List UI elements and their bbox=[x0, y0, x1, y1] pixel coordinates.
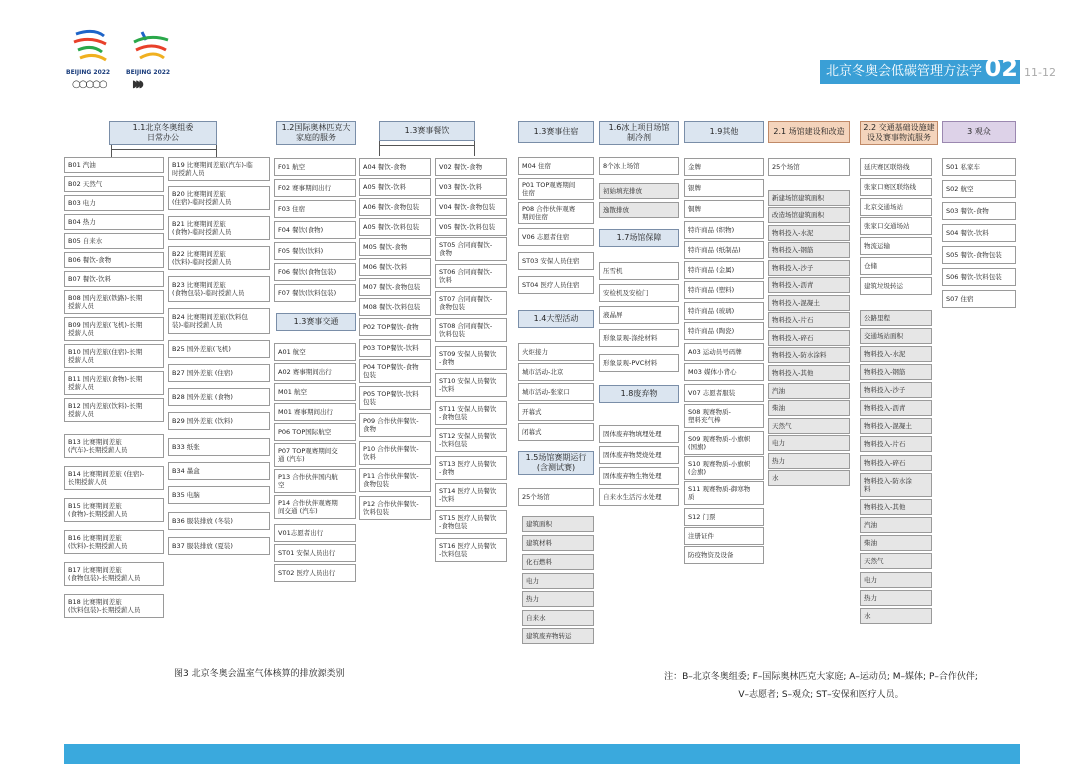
subheader-1-5: 1.5场馆赛期运行 (含测试赛) bbox=[518, 451, 594, 475]
list-item: S01 私家车 bbox=[942, 158, 1016, 176]
list-item: F06 餐饮(食物包装) bbox=[274, 263, 356, 281]
list-item: B29 国外差旅 (饮料) bbox=[168, 412, 270, 430]
list-item: ST15 医疗人员餐饮 -食物包装 bbox=[435, 510, 507, 534]
list-item: B21 比赛期间差旅 (食物)-临时授薪人员 bbox=[168, 216, 270, 240]
subheader-1-8: 1.8废弃物 bbox=[599, 385, 679, 403]
list-item: S05 餐饮-食物包装 bbox=[942, 246, 1016, 264]
note-line: V–志愿者; S–观众; ST–安保和医疗人员。 bbox=[738, 690, 904, 700]
list-item: A03 运动员号码牌 bbox=[684, 343, 764, 361]
list-item: 铜牌 bbox=[684, 200, 764, 218]
list-item: P08 合作伙伴观赛 期间住宿 bbox=[518, 202, 594, 224]
list-item: B08 国内差旅(铁路)-长期 授薪人员 bbox=[64, 290, 164, 314]
list-item: B13 比赛期间差旅 (汽车)-长期授薪人员 bbox=[64, 434, 164, 458]
list-item: ST12 安保人员餐饮 -饮料包装 bbox=[435, 428, 507, 452]
list-item: P13 合作伙伴国内航 空 bbox=[274, 469, 356, 493]
header-1-6: 1.6冰上项目场馆 制冷剂 bbox=[599, 121, 679, 145]
list-item: P09 合作伙伴餐饮- 食物 bbox=[359, 413, 431, 437]
list-item: 热力 bbox=[522, 591, 594, 607]
list-item: 特许商品 (纸制品) bbox=[684, 241, 764, 259]
list-item: 自来水生活污水处理 bbox=[599, 488, 679, 506]
list-item: M07 餐饮-食物包装 bbox=[359, 278, 431, 296]
list-item: 水 bbox=[768, 470, 850, 486]
paralympic-logo bbox=[126, 28, 176, 90]
list-item: B23 比赛期间差旅 (食物包装)-临时授薪人员 bbox=[168, 276, 270, 302]
header-1-2: 1.2国际奥林匹克大 家庭的服务 bbox=[276, 121, 356, 145]
section-header-bar bbox=[820, 54, 1020, 84]
list-item: 建筑面积 bbox=[522, 516, 594, 532]
list-item: ST04 医疗人员住宿 bbox=[518, 276, 594, 294]
list-item: M06 餐饮-饮料 bbox=[359, 258, 431, 276]
list-item: B25 国外差旅(飞机) bbox=[168, 340, 270, 358]
list-item: S07 住宿 bbox=[942, 290, 1016, 308]
list-item: B05 自来水 bbox=[64, 233, 164, 249]
list-item: M01 赛事期间出行 bbox=[274, 403, 356, 421]
paralympic-emblem-icon bbox=[126, 28, 176, 64]
list-item: 张家口赛区联络线 bbox=[860, 178, 932, 196]
header-1-3-catering: 1.3赛事餐饮 bbox=[379, 121, 475, 141]
list-item: 火炬接力 bbox=[518, 343, 594, 361]
list-item: B24 比赛期间差旅(饮料包 装)-临时授薪人员 bbox=[168, 308, 270, 334]
list-item: ST01 安保人员出行 bbox=[274, 544, 356, 562]
list-item: 开幕式 bbox=[518, 403, 594, 421]
list-item: S02 航空 bbox=[942, 180, 1016, 198]
connector-line bbox=[216, 149, 217, 157]
list-item: M01 航空 bbox=[274, 383, 356, 401]
list-item: 化石燃料 bbox=[522, 554, 594, 570]
list-item: 物料投入-其他 bbox=[768, 365, 850, 381]
list-item: 物料投入-碎石 bbox=[860, 455, 932, 471]
list-item: 物料投入-沙子 bbox=[768, 260, 850, 276]
list-item: 热力 bbox=[768, 453, 850, 469]
list-item: V04 餐饮-食物包装 bbox=[435, 198, 507, 216]
list-item: F03 住宿 bbox=[274, 200, 356, 218]
list-item: 物料投入-混凝土 bbox=[860, 418, 932, 434]
list-item: B20 比赛期间差旅 (住宿)-临时授薪人员 bbox=[168, 186, 270, 210]
list-item: 特许商品 (玻璃) bbox=[684, 302, 764, 320]
list-item: 固体废弃物生物处理 bbox=[599, 467, 679, 485]
olympic-emblem-icon bbox=[66, 28, 116, 64]
list-item: S04 餐饮-饮料 bbox=[942, 224, 1016, 242]
list-item: A05 餐饮-饮料包装 bbox=[359, 218, 431, 236]
list-item: P06 TOP国际航空 bbox=[274, 423, 356, 441]
header-1-9: 1.9其他 bbox=[684, 121, 764, 143]
list-item: 物料投入-钢筋 bbox=[768, 242, 850, 258]
list-item: B02 天然气 bbox=[64, 176, 164, 192]
list-item: ST07 合同商餐饮- 食物包装 bbox=[435, 291, 507, 315]
header-2-2: 2.2 交通基础设施建 设及赛事物流服务 bbox=[860, 121, 938, 145]
list-item: F05 餐饮(饮料) bbox=[274, 242, 356, 260]
list-item: 闭幕式 bbox=[518, 423, 594, 441]
list-item: 物料投入-防水涂料 bbox=[768, 347, 850, 363]
list-item: F04 餐饮(食物) bbox=[274, 221, 356, 239]
list-item: 仓储 bbox=[860, 257, 932, 275]
list-item: 汽油 bbox=[860, 517, 932, 533]
list-item: 物料投入-钢筋 bbox=[860, 364, 932, 380]
list-item: P10 合作伙伴餐饮- 饮料 bbox=[359, 441, 431, 465]
list-item: 银牌 bbox=[684, 179, 764, 197]
list-item: 建筑垃圾转运 bbox=[860, 277, 932, 295]
list-item: 汽油 bbox=[768, 383, 850, 399]
list-item: V02 餐饮-食物 bbox=[435, 158, 507, 176]
note-line: 注：B–北京冬奥组委; F–国际奥林匹克大家庭; A–运动员; M–媒体; P–合作伙伴; bbox=[664, 672, 978, 682]
list-item: A01 航空 bbox=[274, 343, 356, 361]
list-item: B06 餐饮-食物 bbox=[64, 252, 164, 268]
list-item: B18 比赛期间差旅 (饮料包装)-长期授薪人员 bbox=[64, 594, 164, 618]
list-item: 形象景观-涤纶材料 bbox=[599, 329, 679, 347]
list-item: 物料投入-沥青 bbox=[860, 400, 932, 416]
list-item: V06 志愿者住宿 bbox=[518, 228, 594, 246]
list-item: S03 餐饮-食物 bbox=[942, 202, 1016, 220]
list-item: 天然气 bbox=[860, 553, 932, 569]
list-item: 自来水 bbox=[522, 610, 594, 626]
list-item: 特许商品 (陶瓷) bbox=[684, 322, 764, 340]
list-item: 物料投入-片石 bbox=[860, 436, 932, 452]
list-item: ST10 安保人员餐饮 -饮料 bbox=[435, 373, 507, 397]
subheader-1-4: 1.4大型活动 bbox=[518, 310, 594, 328]
list-item: A02 赛事期间出行 bbox=[274, 363, 356, 381]
list-item: 固体废弃物焚烧处理 bbox=[599, 446, 679, 464]
list-item: 物料投入-水泥 bbox=[860, 346, 932, 362]
section-number: 02 bbox=[984, 54, 1018, 82]
list-item: B16 比赛期间差旅 (饮料)-长期授薪人员 bbox=[64, 530, 164, 554]
list-item: B36 服装排放 (冬装) bbox=[168, 512, 270, 530]
list-item: B27 国外差旅 (住宿) bbox=[168, 364, 270, 382]
list-item: P03 TOP餐饮-饮料 bbox=[359, 339, 431, 357]
list-item: V03 餐饮-饮料 bbox=[435, 178, 507, 196]
page-numbers: 11-12 bbox=[1024, 66, 1056, 79]
list-item: 交通场站面积 bbox=[860, 328, 932, 344]
list-item: 液晶屏 bbox=[599, 306, 679, 324]
list-item: 水 bbox=[860, 608, 932, 624]
list-item: B37 服装排放 (夏装) bbox=[168, 537, 270, 555]
list-item: ST05 合同商餐饮- 食物 bbox=[435, 237, 507, 261]
list-item: M03 媒体小背心 bbox=[684, 363, 764, 381]
list-item: B17 比赛期间差旅 (食物包装)-长期授薪人员 bbox=[64, 562, 164, 586]
connector-line bbox=[379, 145, 474, 146]
list-item: A05 餐饮-饮料 bbox=[359, 178, 431, 196]
list-item: B11 国内差旅(食物)-长期 授薪人员 bbox=[64, 371, 164, 395]
list-item: M08 餐饮-饮料包装 bbox=[359, 298, 431, 316]
list-item: B35 电脑 bbox=[168, 486, 270, 504]
list-item: 公路里程 bbox=[860, 310, 932, 326]
list-item: P07 TOP观赛期间交 通 (汽车) bbox=[274, 443, 356, 467]
list-item: S10 观赛物质-小旗帜 (会旗) bbox=[684, 456, 764, 480]
list-item: P05 TOP餐饮-饮料 包装 bbox=[359, 386, 431, 410]
list-item: 物流运输 bbox=[860, 237, 932, 255]
list-item: 电力 bbox=[768, 435, 850, 451]
list-item: 柴油 bbox=[768, 400, 850, 416]
list-item: 北京交通场站 bbox=[860, 198, 932, 216]
list-item: V01志愿者出行 bbox=[274, 524, 356, 542]
list-item: 城市活动-张家口 bbox=[518, 383, 594, 401]
connector-line bbox=[111, 149, 112, 157]
list-item: B22 比赛期间差旅 (饮料)-临时授薪人员 bbox=[168, 246, 270, 270]
list-item: P04 TOP餐饮-食物 包装 bbox=[359, 359, 431, 383]
list-item: 城市活动-北京 bbox=[518, 363, 594, 381]
list-item: A04 餐饮-食物 bbox=[359, 158, 431, 176]
list-item: 改造场馆建筑面积 bbox=[768, 207, 850, 223]
list-item: 固体废弃物填埋处理 bbox=[599, 425, 679, 443]
subheader-1-7: 1.7场馆保障 bbox=[599, 229, 679, 247]
list-item: ST09 安保人员餐饮 -食物 bbox=[435, 346, 507, 370]
list-item: 延庆赛区联络线 bbox=[860, 158, 932, 176]
header-2-1: 2.1 场馆建设和改造 bbox=[768, 121, 850, 143]
list-item: 特许商品 (金属) bbox=[684, 261, 764, 279]
list-item: B15 比赛期间差旅 (食物)-长期授薪人员 bbox=[64, 498, 164, 522]
list-item: 新建场馆建筑面积 bbox=[768, 190, 850, 206]
connector-line bbox=[111, 149, 216, 150]
list-item: 安检机及安检门 bbox=[599, 284, 679, 302]
subheader-1-3-transport: 1.3赛事交通 bbox=[276, 313, 356, 331]
list-item: P14 合作伙伴观赛期 间交通 (汽车) bbox=[274, 495, 356, 519]
header-1-3-lodging: 1.3赛事住宿 bbox=[518, 121, 594, 143]
list-item: 压雪机 bbox=[599, 262, 679, 280]
list-item: 物料投入-混凝土 bbox=[768, 295, 850, 311]
list-item: 建筑废弃物转运 bbox=[522, 628, 594, 644]
list-item: F07 餐饮(饮料包装) bbox=[274, 284, 356, 302]
list-item: B04 热力 bbox=[64, 214, 164, 230]
list-item: V07 志愿者服装 bbox=[684, 384, 764, 402]
list-item: M05 餐饮-食物 bbox=[359, 238, 431, 256]
list-item: B14 比赛期间差旅 (住宿)- 长期授薪人员 bbox=[64, 466, 164, 490]
list-item: P02 TOP餐饮-食物 bbox=[359, 318, 431, 336]
list-item: 天然气 bbox=[768, 418, 850, 434]
list-item: M04 住宿 bbox=[518, 157, 594, 175]
header-3: 3 观众 bbox=[942, 121, 1016, 143]
list-item: 特许商品 (塑料) bbox=[684, 281, 764, 299]
list-item: 8个冰上场馆 bbox=[599, 157, 679, 175]
header-title: 北京冬奥会低碳管理方法学 bbox=[826, 64, 983, 79]
agitos-icon: ◗◗◗ bbox=[132, 79, 142, 90]
list-item: B19 比赛期间差旅(汽车)-临 时授薪人员 bbox=[168, 157, 270, 181]
list-item: S09 观赛物质-小旗帜 (国旗) bbox=[684, 431, 764, 455]
list-item: 防疫物资及设备 bbox=[684, 546, 764, 564]
list-item: P01 TOP观赛期间 住宿 bbox=[518, 178, 594, 200]
logo-caption: BEIJING 2022 bbox=[66, 69, 111, 76]
list-item: B09 国内差旅(飞机)-长期 授薪人员 bbox=[64, 317, 164, 341]
list-item: B03 电力 bbox=[64, 195, 164, 211]
list-item: S12 门票 bbox=[684, 508, 764, 526]
list-item: F02 赛事期间出行 bbox=[274, 179, 356, 197]
list-item: 注册证件 bbox=[684, 527, 764, 545]
list-item: 电力 bbox=[522, 573, 594, 589]
list-item: ST08 合同商餐饮- 饮料包装 bbox=[435, 318, 507, 342]
list-item: 25个场馆 bbox=[518, 488, 594, 506]
list-item: 张家口交通场站 bbox=[860, 217, 932, 235]
olympic-logo bbox=[66, 28, 116, 90]
list-item: 柴油 bbox=[860, 535, 932, 551]
list-item: 物料投入-水泥 bbox=[768, 225, 850, 241]
list-item: ST14 医疗人员餐饮 -饮料 bbox=[435, 483, 507, 507]
list-item: ST03 安保人员住宿 bbox=[518, 252, 594, 270]
list-item: 金牌 bbox=[684, 158, 764, 176]
olympic-rings-icon: ○○○○○ bbox=[72, 79, 106, 90]
list-item: 热力 bbox=[860, 590, 932, 606]
list-item: ST13 医疗人员餐饮 -食物 bbox=[435, 456, 507, 480]
list-item: B12 国内差旅(饮料)-长期 授薪人员 bbox=[64, 398, 164, 422]
list-item: P12 合作伙伴餐饮- 饮料包装 bbox=[359, 496, 431, 520]
list-item: 形象景观-PVC材料 bbox=[599, 354, 679, 372]
list-item: V05 餐饮-饮料包装 bbox=[435, 218, 507, 236]
list-item: S08 观赛物质- 塑料充气棒 bbox=[684, 404, 764, 428]
figure-caption: 图3 北京冬奥会温室气体核算的排放源类别 bbox=[174, 669, 345, 679]
header-1-1: 1.1北京冬奥组委 日常办公 bbox=[109, 121, 217, 145]
footer-bar bbox=[64, 744, 1020, 764]
list-item: 物料投入-其他 bbox=[860, 499, 932, 515]
list-item: ST02 医疗人员出行 bbox=[274, 564, 356, 582]
list-item: 电力 bbox=[860, 572, 932, 588]
list-item: 物料投入-沙子 bbox=[860, 382, 932, 398]
list-item: ST16 医疗人员餐饮 -饮料包装 bbox=[435, 538, 507, 562]
list-item: B07 餐饮-饮料 bbox=[64, 271, 164, 287]
legend-note bbox=[636, 668, 1006, 704]
list-item: 物料投入-沥青 bbox=[768, 277, 850, 293]
list-item: 物料投入-片石 bbox=[768, 312, 850, 328]
list-item: S06 餐饮-饮料包装 bbox=[942, 268, 1016, 286]
list-item: ST06 合同商餐饮- 饮料 bbox=[435, 264, 507, 288]
list-item: B34 墨盒 bbox=[168, 462, 270, 480]
list-item: B33 纸张 bbox=[168, 438, 270, 456]
list-item: B01 汽油 bbox=[64, 157, 164, 173]
list-item: 特许商品 (织物) bbox=[684, 221, 764, 239]
list-item: S11 观赛物质-御寒物 质 bbox=[684, 481, 764, 505]
list-item: 逸散排放 bbox=[599, 202, 679, 218]
list-item: P11 合作伙伴餐饮- 食物包装 bbox=[359, 468, 431, 492]
list-item: A06 餐饮-食物包装 bbox=[359, 198, 431, 216]
list-item: 25个场馆 bbox=[768, 158, 850, 176]
list-item: ST11 安保人员餐饮 -食物包装 bbox=[435, 401, 507, 425]
list-item: 物料投入-碎石 bbox=[768, 330, 850, 346]
list-item: 建筑材料 bbox=[522, 535, 594, 551]
logo-caption: BEIJING 2022 bbox=[126, 69, 171, 76]
list-item: F01 航空 bbox=[274, 158, 356, 176]
list-item: B10 国内差旅(住宿)-长期 授薪人员 bbox=[64, 344, 164, 368]
list-item: 初始填充排放 bbox=[599, 183, 679, 199]
list-item: B28 国外差旅 (食物) bbox=[168, 388, 270, 406]
list-item: 物料投入-防水涂 料 bbox=[860, 473, 932, 497]
